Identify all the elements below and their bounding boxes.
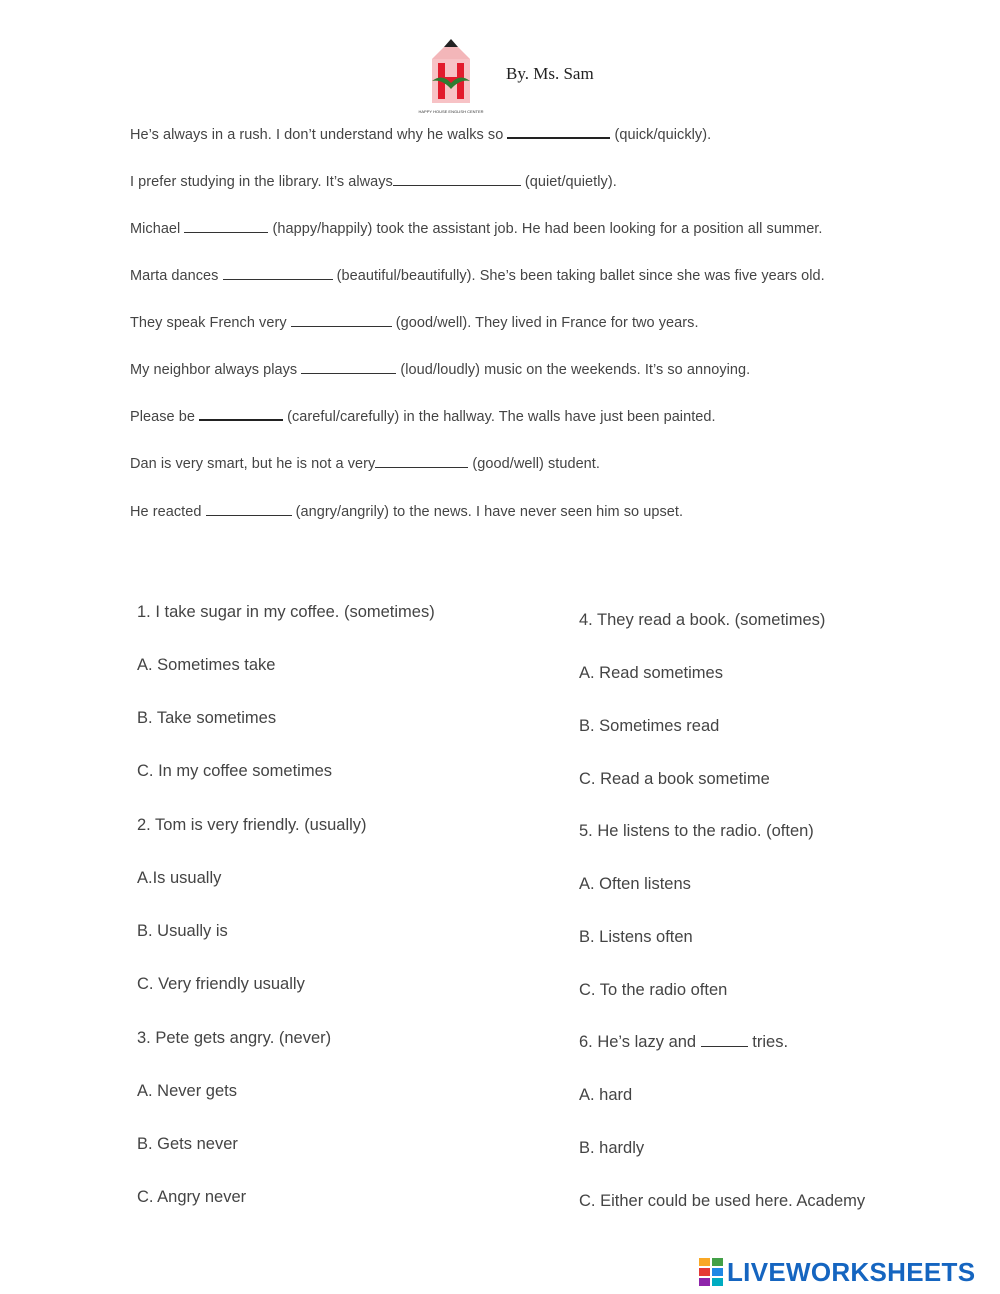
option-6a[interactable]: A. hard bbox=[579, 1086, 633, 1104]
option-4b[interactable]: B. Sometimes read bbox=[579, 717, 720, 735]
sentence-6: My neighbor always plays (loud/loudly) music on the weekends. It’s so annoying. bbox=[130, 362, 751, 378]
option-2c[interactable]: C. Very friendly usually bbox=[137, 975, 305, 993]
option-3b[interactable]: B. Gets never bbox=[137, 1135, 238, 1153]
liveworksheets-logo-icon bbox=[699, 1258, 723, 1286]
answer-blank-2[interactable] bbox=[393, 184, 521, 186]
option-2a[interactable]: A.Is usually bbox=[137, 869, 222, 887]
option-3c[interactable]: C. Angry never bbox=[137, 1188, 247, 1206]
option-6b[interactable]: B. hardly bbox=[579, 1139, 645, 1157]
author-byline: By. Ms. Sam bbox=[506, 64, 594, 83]
question-1: 1. I take sugar in my coffee. (sometimes) bbox=[137, 603, 435, 621]
answer-blank-6[interactable] bbox=[301, 372, 396, 374]
option-5a[interactable]: A. Often listens bbox=[579, 875, 691, 893]
answer-blank-4[interactable] bbox=[223, 278, 333, 280]
option-5c[interactable]: C. To the radio often bbox=[579, 981, 728, 999]
sentence-5: They speak French very (good/well). They lived in France for two years. bbox=[130, 315, 699, 331]
liveworksheets-brand bbox=[699, 1256, 975, 1288]
answer-blank-q6[interactable] bbox=[701, 1045, 748, 1047]
option-5b[interactable]: B. Listens often bbox=[579, 928, 693, 946]
option-1b[interactable]: B. Take sometimes bbox=[137, 709, 277, 727]
answer-blank-5[interactable] bbox=[291, 325, 392, 327]
option-4a[interactable]: A. Read sometimes bbox=[579, 664, 723, 682]
answer-blank-9[interactable] bbox=[206, 514, 292, 516]
logo-caption: HAPPY HOUSE ENGLISH CENTER bbox=[418, 109, 484, 114]
question-5: 5. He listens to the radio. (often) bbox=[579, 822, 814, 840]
question-2: 2. Tom is very friendly. (usually) bbox=[137, 816, 367, 834]
sentence-1: He’s always in a rush. I don’t understand why he walks so (quick/quickly). bbox=[130, 127, 712, 143]
answer-blank-7[interactable] bbox=[199, 418, 283, 421]
question-6: 6. He’s lazy and tries. bbox=[579, 1033, 789, 1051]
option-6c[interactable]: C. Either could be used here. Academy bbox=[579, 1192, 866, 1210]
question-4: 4. They read a book. (sometimes) bbox=[579, 611, 826, 629]
answer-blank-3[interactable] bbox=[184, 231, 268, 233]
sentence-9: He reacted (angry/angrily) to the news. I have never seen him so upset. bbox=[130, 504, 684, 520]
question-3: 3. Pete gets angry. (never) bbox=[137, 1029, 332, 1047]
option-1c[interactable]: C. In my coffee sometimes bbox=[137, 762, 333, 780]
option-3a[interactable]: A. Never gets bbox=[137, 1082, 237, 1100]
sentence-8: Dan is very smart, but he is not a very (good/well) student. bbox=[130, 456, 600, 472]
option-4c[interactable]: C. Read a book sometime bbox=[579, 770, 770, 788]
option-2b[interactable]: B. Usually is bbox=[137, 922, 228, 940]
answer-blank-1[interactable] bbox=[507, 136, 610, 139]
sentence-7: Please be (careful/carefully) in the hallway. The walls have just been painted. bbox=[130, 409, 716, 425]
answer-blank-8[interactable] bbox=[375, 466, 468, 468]
sentence-4: Marta dances (beautiful/beautifully). She’s been taking ballet since she was five years old. bbox=[130, 268, 825, 284]
happy-house-logo-icon bbox=[418, 37, 484, 117]
option-1a[interactable]: A. Sometimes take bbox=[137, 656, 276, 674]
liveworksheets-wordmark: LIVEWORKSHEETS bbox=[727, 1256, 976, 1287]
sentence-3: Michael (happy/happily) took the assistant job. He had been looking for a position all summer. bbox=[130, 221, 823, 237]
sentence-2: I prefer studying in the library. It’s always (quiet/quietly). bbox=[130, 174, 617, 190]
